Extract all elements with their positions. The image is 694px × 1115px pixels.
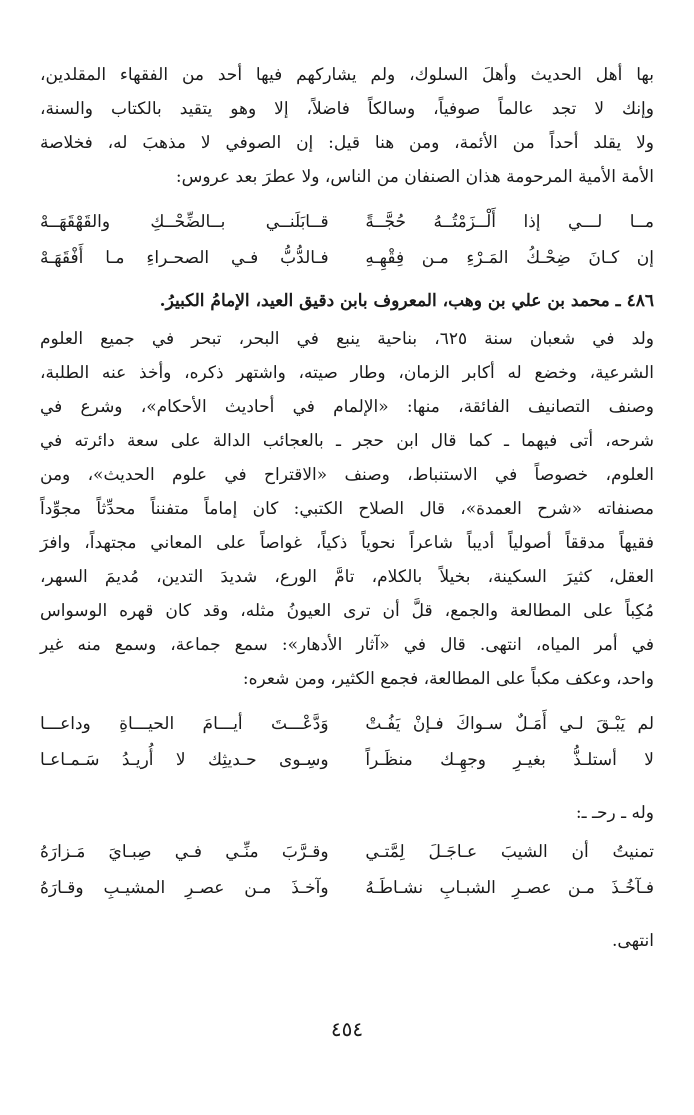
text-line: في أمر المياه، انتهى. قال في «آثار الأدهار»: سمع جماعة، وسمع منه غير — [40, 635, 654, 655]
verse-first-hemistich: مــا لـــي إذا أَلْــزَمْتُــهُ حُجَّــةً — [365, 212, 654, 232]
text-line: فقيهاً مدققاً أصولياً أديباً شاعراً نحوياً ذكياً، غواصاً على المعاني مجتهداً، وافرَ — [40, 533, 654, 553]
verse-first-hemistich: تمنيتُ أن الشيبَ عـاجَـلَ لِمَّتـي — [365, 842, 654, 862]
verse-block-3 — [40, 834, 654, 906]
verse-line — [40, 706, 654, 742]
verse-line — [40, 870, 654, 906]
paragraph-intro — [40, 58, 654, 194]
text-line: واحد، وعكف مكباً على المطالعة، فجمع الكثير، ومن شعره: — [242, 669, 654, 689]
verse-first-hemistich: لا أستلـذُّ بغيـرِ وجهِـك منظَـراً — [365, 750, 654, 770]
verse-second-hemistich: وسِـوى حـديثِك لا أُريـدُ سَـمـاعـا — [40, 750, 329, 770]
verse-second-hemistich: وَدَّعْـــتَ أيـــامَ الحيـــاةِ وداعـــا — [40, 714, 329, 734]
verse-line — [40, 204, 654, 240]
verse-second-hemistich: فـالدُّبُّ فـي الصحـراءِ مـا أَفْقَهَـهْ — [40, 248, 329, 268]
verse-second-hemistich: وآخـذَ مـن عصـرِ المشيـبِ وقـارَهُ — [40, 878, 329, 898]
paragraph-biography — [40, 322, 654, 696]
text-line: شرحه، أتى فيهما ـ كما قال ابن حجر ـ بالعجائب الدالة على سعة دائرته في — [40, 431, 654, 451]
verse-line — [40, 240, 654, 276]
closing-text: انتهى. — [612, 931, 654, 951]
page-body — [40, 58, 654, 958]
entry-heading: ٤٨٦ ـ محمد بن علي بن وهب، المعروف بابن دقيق العيد، الإمامُ الكبيرُ. — [159, 291, 654, 311]
text-line: وصنف التصانيف الفائقة، منها: «الإلمام في أحاديث الأحكام»، وشرع في — [40, 397, 654, 417]
text-line: الأمة الأمية المرحومة هذان الصنفان من الناس، ولا عطرَ بعد عروس: — [175, 167, 654, 187]
verse-line — [40, 834, 654, 870]
verse-second-hemistich: وقـرَّبَ منِّـي فـي صِبـايَ مَـزارَهُ — [40, 842, 329, 862]
text-line: مُكِباً على المطالعة والجمع، قلَّ أن ترى العيونُ مثله، وقد كان قهره الوسواس — [40, 601, 654, 621]
text-line: ولا يقلد أحداً من الأئمة، ومن هنا قيل: إن الصوفي لا مذهبَ له، فخلاصة — [40, 133, 654, 153]
text-line: وإنك لا تجد عالماً صوفياً، وسالكاً فاضلاً، إلا وهو يتقيد بالكتاب والسنة، — [40, 99, 654, 119]
verse-first-hemistich: إن كـانَ ضِحْـكُ المَـرْءِ مـن فِقْهِـهِ — [365, 248, 654, 268]
verse-block-2 — [40, 706, 654, 778]
verse-line — [40, 742, 654, 778]
page-number: ٤٥٤ — [330, 1017, 364, 1041]
verse-block-1 — [40, 204, 654, 276]
text-line: ولد في شعبان سنة ٦٢٥، بناحية ينبع في البحر، تبحر في جميع العلوم — [40, 329, 654, 349]
verse-first-hemistich: لم يَبْـقَ لـي أَمَـلٌ سـواكَ فـإنْ يَفُـتْ — [365, 714, 654, 734]
text-line: الشرعية، وخضع له أكابر الزمان، وطار صيته، واشتهر ذكره، وأخذ عنه الطلبة، — [40, 363, 654, 383]
poem-intro: وله ـ رحـ ـ: — [575, 803, 654, 823]
text-line: العقل، كثيرَ السكينة، بخيلاً بالكلام، تامَّ الورع، شديدَ التدين، مُديمَ السهر، — [40, 567, 654, 587]
text-line: مصنفاته «شرح العمدة»، قال الصلاح الكتبي: كان إماماً متفنناً محدِّثاً مجوِّداً — [40, 499, 654, 519]
text-line: العلوم، خصوصاً في الاستنباط، وصنف «الاقتراح في علوم الحديث»، ومن — [40, 465, 655, 485]
verse-second-hemistich: قــابَلَنــي بــالضِّحْــكِ والقَهْقَهَــهْ — [40, 212, 329, 232]
text-line: بها أهل الحديث وأهلَ السلوك، ولم يشاركهم فيها أحد من الفقهاء المقلدين، — [40, 65, 654, 85]
verse-first-hemistich: فـآخُـذَ مـن عصـرِ الشبـابِ نشـاطَـهُ — [365, 878, 654, 898]
